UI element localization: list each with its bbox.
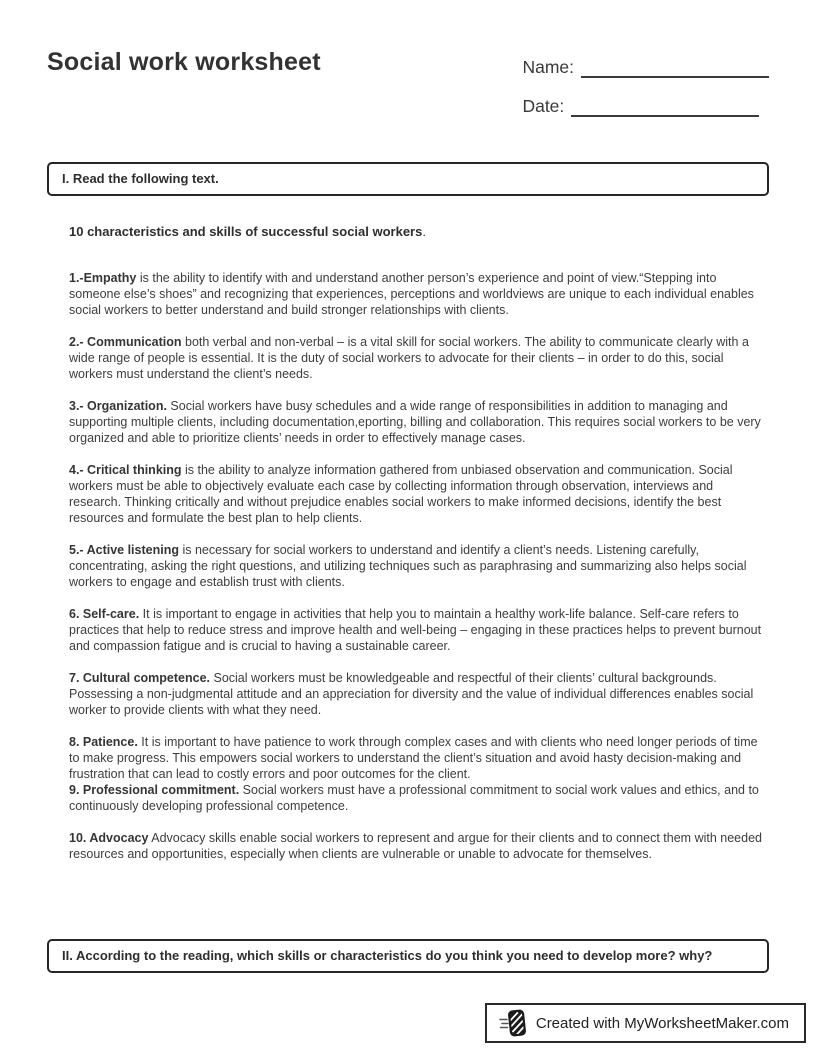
paragraph-text: Social workers have busy schedules and a wide range of responsibilities in addition to managing and supporting multiple clients, including documentation,eporting, billing and collaboration. This requires social workers to be very organized and able to prioritize clients’ needs in order to effectively manage cases.: [69, 399, 761, 445]
section-1-instruction: I. Read the following text.: [62, 171, 219, 186]
reading-paragraph: [69, 398, 767, 446]
reading-paragraph: [69, 670, 767, 718]
paragraph-text: is the ability to analyze information gathered from unbiased observation and communication. Social workers must be able to objectively evaluate each case by collecting information through observation, interviews and research. Thinking critically and without prejudice enables social workers to make informed decisions, identify the best resources and formulate the best plan to help clients.: [69, 463, 733, 525]
name-label: Name:: [522, 56, 574, 77]
reading-heading: [69, 224, 767, 240]
paragraph-text: is the ability to identify with and understand another person’s experience and point of view.“Stepping into someone else’s shoes” and recognizing that experiences, perceptions and worldviews are unique to each individual enables social workers to better understand and build stronger relationships with clients.: [69, 271, 754, 317]
paragraph-text: is necessary for social workers to understand and identify a client’s needs. Listening carefully, concentrating, asking the right questions, and utilizing techniques such as paraphrasing and summarizing also helps social workers to engage and establish trust with clients.: [69, 543, 747, 589]
paragraph-lead: 7. Cultural competence.: [69, 671, 211, 685]
section-2-instruction-box: [47, 939, 769, 973]
paragraph-lead: 5.- Active listening: [69, 543, 179, 557]
name-field-line[interactable]: [581, 54, 769, 78]
paragraph-lead: 2.- Communication: [69, 335, 182, 349]
reading-text: [69, 224, 767, 862]
date-field-row: [522, 87, 769, 117]
paragraph-text: Advocacy skills enable social workers to represent and argue for their clients and to connect them with needed resources and opportunities, especially when clients are vulnerable or unable to advocate for themselves.: [69, 831, 762, 861]
fill-in-fields: [522, 48, 769, 117]
paragraph-text: Social workers must be knowledgeable and respectful of their clients’ cultural backgrounds. Possessing a non-judgmental attitude and an appreciation for diversity and the value of individual differences enables social worker to provide clients with what they need.: [69, 671, 754, 717]
header: [47, 0, 769, 117]
name-field-row: [522, 48, 769, 78]
paragraph-lead: 6. Self-care.: [69, 607, 140, 621]
section-1-instruction-box: [47, 162, 769, 196]
reading-paragraph: [69, 542, 767, 590]
reading-paragraph: [69, 782, 767, 814]
reading-paragraph: [69, 606, 767, 654]
reading-paragraph: [69, 270, 767, 318]
reading-paragraph: [69, 334, 767, 382]
section-2-instruction: II. According to the reading, which skills or characteristics do you think you need to develop more? why?: [62, 948, 713, 963]
paragraph-lead: 10. Advocacy: [69, 831, 149, 845]
worksheetmaker-credit-box[interactable]: [485, 1003, 806, 1043]
paragraph-text: It is important to have patience to work through complex cases and with clients who need longer periods of time to make progress. This empowers social workers to understand the client’s situation and avoid hasty decision-making and frustration that can lead to costly errors and poor outcomes for the client.: [69, 735, 758, 781]
paragraph-lead: 1.-Empathy: [69, 271, 137, 285]
paragraph-text: It is important to engage in activities that help you to maintain a healthy work-life balance. Self-care refers to practices that help to reduce stress and improve health and well-being – engaging in these practices helps to prevent burnout and compassion fatigue and is crucial to having a sustainable career.: [69, 607, 762, 653]
reading-paragraphs: [69, 270, 767, 862]
credit-text: Created with MyWorksheetMaker.com: [535, 1014, 789, 1032]
paragraph-text: Social workers must have a professional commitment to social work values and ethics, and to continuously developing professional competence.: [69, 783, 759, 813]
reading-paragraph: [69, 462, 767, 526]
reading-heading-period: .: [422, 224, 426, 239]
worksheetmaker-logo-icon: [499, 1008, 527, 1038]
date-field-line[interactable]: [571, 93, 759, 117]
paragraph-lead: 9. Professional commitment.: [69, 783, 240, 797]
page-title: Social work worksheet: [47, 48, 321, 76]
paragraph-text: both verbal and non-verbal – is a vital skill for social workers. The ability to communicate clearly with a wide range of people is essential. It is the duty of social workers to advocate for their clients – in order to do this, social workers must understand the client’s needs.: [69, 335, 749, 381]
date-label: Date:: [522, 95, 565, 116]
reading-paragraph: [69, 830, 767, 862]
reading-heading-text: 10 characteristics and skills of successful social workers: [69, 224, 423, 239]
paragraph-lead: 3.- Organization.: [69, 399, 167, 413]
paragraph-lead: 8. Patience.: [69, 735, 138, 749]
paragraph-lead: 4.- Critical thinking: [69, 463, 182, 477]
reading-paragraph: [69, 734, 767, 782]
